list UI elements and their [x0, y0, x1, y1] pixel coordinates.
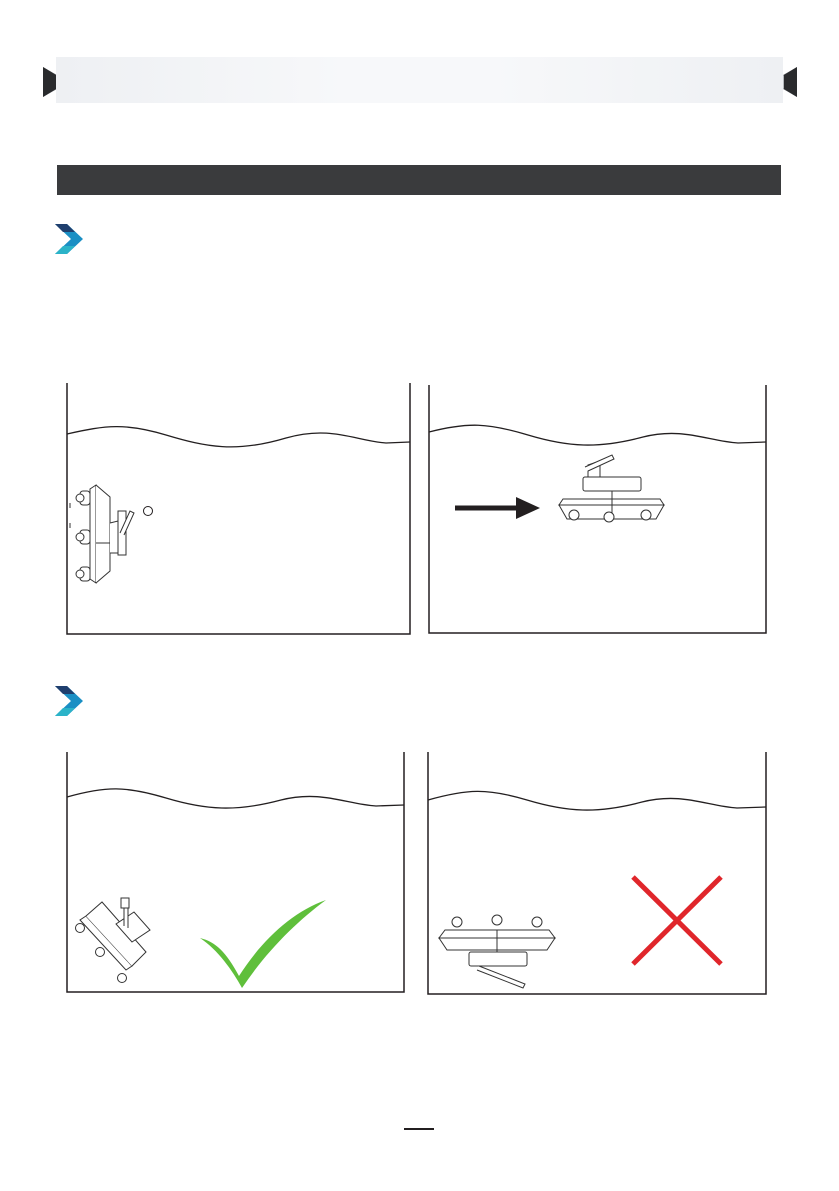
check-icon	[200, 900, 326, 988]
chevron-right-icon	[55, 224, 85, 254]
figure-robot-tilted-sideways	[66, 383, 412, 635]
figure-robot-tilted-correct	[66, 752, 406, 994]
callout-marker	[144, 507, 153, 516]
robot-upside-down-illustration	[439, 915, 555, 988]
figure-robot-upside-down-wrong	[427, 752, 768, 996]
figure-robot-upright-submerged	[428, 385, 769, 635]
arrow-right-icon	[455, 497, 540, 519]
robot-upright-illustration	[559, 455, 664, 522]
page-number-rule	[404, 1128, 434, 1130]
header-band	[56, 57, 783, 103]
section-bar	[57, 165, 781, 195]
cross-icon	[633, 877, 721, 964]
robot-tilted-illustration	[76, 898, 151, 983]
chevron-right-icon	[55, 686, 85, 716]
section-title	[57, 172, 67, 188]
robot-sideways-illustration	[70, 485, 134, 583]
